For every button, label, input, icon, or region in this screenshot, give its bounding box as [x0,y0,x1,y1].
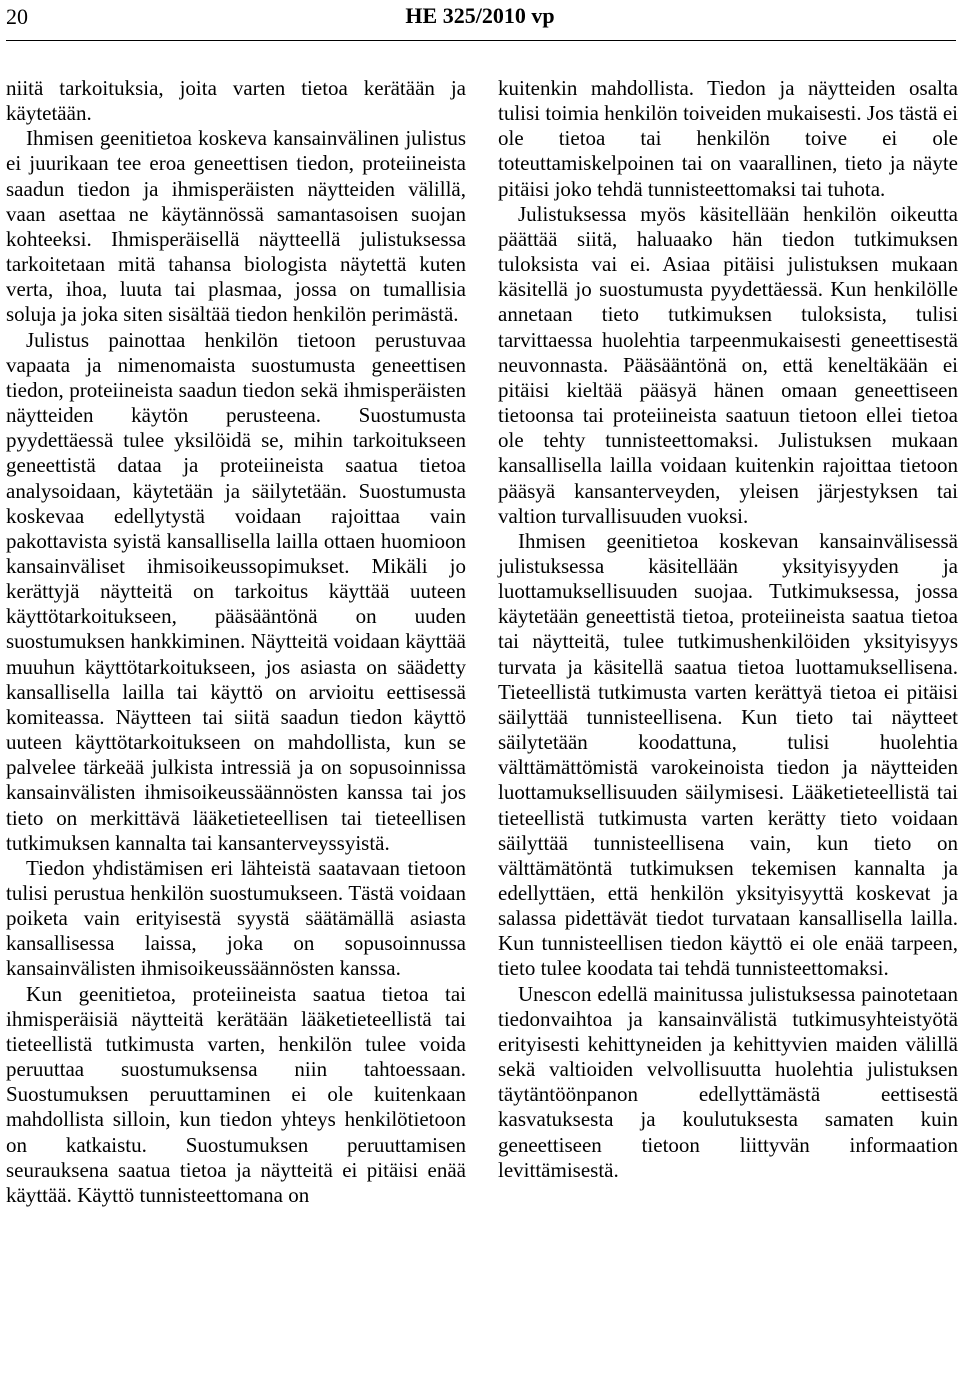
paragraph: Tiedon yhdistämisen eri lähteistä saatavaan tietoon tulisi perustua henkilön suostumukseen. Tästä voidaan poiketa vain erityisestä syystä säätämällä asiasta kansallisessa laissa, joka on sopusoinnussa kansainvälisten ihmisoikeussäännösten kanssa. [6,855,466,981]
paragraph: Unescon edellä mainitussa julistuksessa painotetaan tiedonvaihtoa ja kansainvälistä tutkimusyhteistyötä erityisesti kehittyneiden ja kehittyvien maiden välillä sekä valtioiden velvollisuutta huolehtia julistuksen täytäntöönpanon edellyttämästä eettisestä kasvatuksesta ja koulutuksesta samaten kuin geneettiseen tietoon liittyvän informaation levittämisestä. [498,981,958,1182]
paragraph: Julistus painottaa henkilön tietoon perustuvaa vapaata ja nimenomaista suostumusta geneettisen tiedon, proteiineista saadun tiedon sekä ihmisperäisten näytteiden käytön perusteena. Suostumusta pyydettäessä tulee yksilöidä se, mihin tarkoitukseen geneettistä dataa ja proteiineista saatua tietoa analysoidaan, käytetään ja säilytetään. Suostumusta koskevaa edellytystä voidaan rajoittaa vain pakottavista syistä kansallisella lailla ottaen huomioon kansainväliset ihmisoikeussopimukset. Mikäli jo kerättyjä näytteitä on tarkoitus käyttää uuteen käyttötarkoitukseen, pääsääntönä on uuden suostumuksen hankkiminen. Näytteitä voidaan käyttää muuhun käyttötarkoitukseen, jos asiasta on säädetty kansallisella lailla tai käyttö on arvioitu eettisessä komiteassa. Näytteen tai siitä saadun tiedon käyttö uuteen käyttötarkoitukseen on mahdollista, kun se palvelee tärkeää julkista intressiä ja on sopusoinnissa kansainvälisten ihmisoikeussäännösten kanssa tai jos tieto on merkittävä lääketieteellisen tai tieteellisen tutkimuksen kannalta tai kansanterveyssyistä. [6,327,466,855]
right-column [498,76,958,1183]
paragraph: kuitenkin mahdollista. Tiedon ja näytteiden osalta tulisi toimia henkilön toiveiden mukaisesti. Jos tästä ei ole tietoa tai henkilön toive ei ole toteuttamiskelpoinen tai on vaarallinen, tieto ja näyte pitäisi joko tehdä tunnisteettomaksi tai tuhota. [498,76,958,201]
paragraph: Ihmisen geenitietoa koskevan kansainvälisessä julistuksessa käsitellään yksityisyyden ja luottamuksellisuuden suojaa. Tutkimuksessa, jossa käytetään geneettistä tietoa, proteiineista saatua tietoa tai näytteitä, tulee tutkimushenkilöiden yksityisyys turvata ja käsitellä saatua tietoa luottamuksellisena. Tieteellistä tutkimusta varten kerättyä tietoa ei pitäisi säilyttää tunnisteellisena. Kun tieto tai näytteet säilytetään koodattuna, tulisi huolehtia välttämättömistä varokeinoista tiedon ja näytteiden luottamuksellisuuden säilymisesi. Lääketieteellistä tai tieteellistä tutkimusta varten kerätty tieto voidaan säilyttää tunnisteellisena vain, kun tieto on välttämätöntä tutkimuksen tekemisen kannalta ja edellyttäen, että henkilön yksityisyyttä koskevat ja salassa pidettävät tiedot turvataan kansallisella lailla. Kun tunnisteellisen tiedon käyttö ei ole enää tarpeen, tieto tulee koodata tai tehdä tunnisteettomaksi. [498,528,958,981]
page-number: 20 [6,4,28,29]
paragraph: niitä tarkoituksia, joita varten tietoa kerätään ja käytetään. [6,76,466,126]
paragraph: Julistuksessa myös käsitellään henkilön oikeutta päättää siitä, haluaako hän tiedon tutkimuksen tuloksista vai ei. Asiaa pitäisi julistuksen mukaan käsitellä jo suostumusta pyydettäessä. Kun henkilölle annetaan tieto tutkimuksen tuloksista, tulisi tarvittaessa huolehtia tarpeenmukaisesti geneettisestä neuvonnasta. Pääsääntönä on, että keneltäkään ei pitäisi kieltää pääsyä hänen omaan geneettiseen tietoonsa tai proteiineista saatuun tietoon ellei tietoa ole tehty tunnisteettomaksi. Julistuksen mukaan kansallisella lailla voidaan kuitenkin rajoittaa tietoon pääsyä kansanterveyden, yleisen järjestyksen tai valtion turvallisuuden vuoksi. [498,201,958,528]
paragraph: Kun geenitietoa, proteiineista saatua tietoa tai ihmisperäisiä näytteitä kerätään lääketieteellistä tai tieteellistä tutkimusta varten, henkilön tulee voida peruuttaa suostumuksensa niin tahtoessaan. Suostumuksen peruuttaminen ei ole kuitenkaan mahdollista silloin, kun tiedon yhteys henkilötietoon on katkaistu. Suostumuksen peruuttamisen seurauksena saatua tietoa ja näytteitä ei pitäisi enää käyttää. Käyttö tunnisteettomana on [6,981,466,1207]
left-column [6,76,466,1208]
header-rule [6,40,956,41]
paragraph: Ihmisen geenitietoa koskeva kansainvälinen julistus ei juurikaan tee eroa geneettisen tiedon, proteiineista saadun tiedon ja ihmisperäisten näytteiden välillä, vaan asettaa ne käytännössä samantasoisen suojan kohteeksi. Ihmisperäisellä näytteellä julistuksessa tarkoitetaan mitä tahansa biologista näytettä kuten verta, ihoa, luuta tai plasmaa, jossa on tumallisia soluja ja joka siten sisältää tiedon henkilön perimästä. [6,126,466,327]
document-id: HE 325/2010 vp [405,3,555,28]
